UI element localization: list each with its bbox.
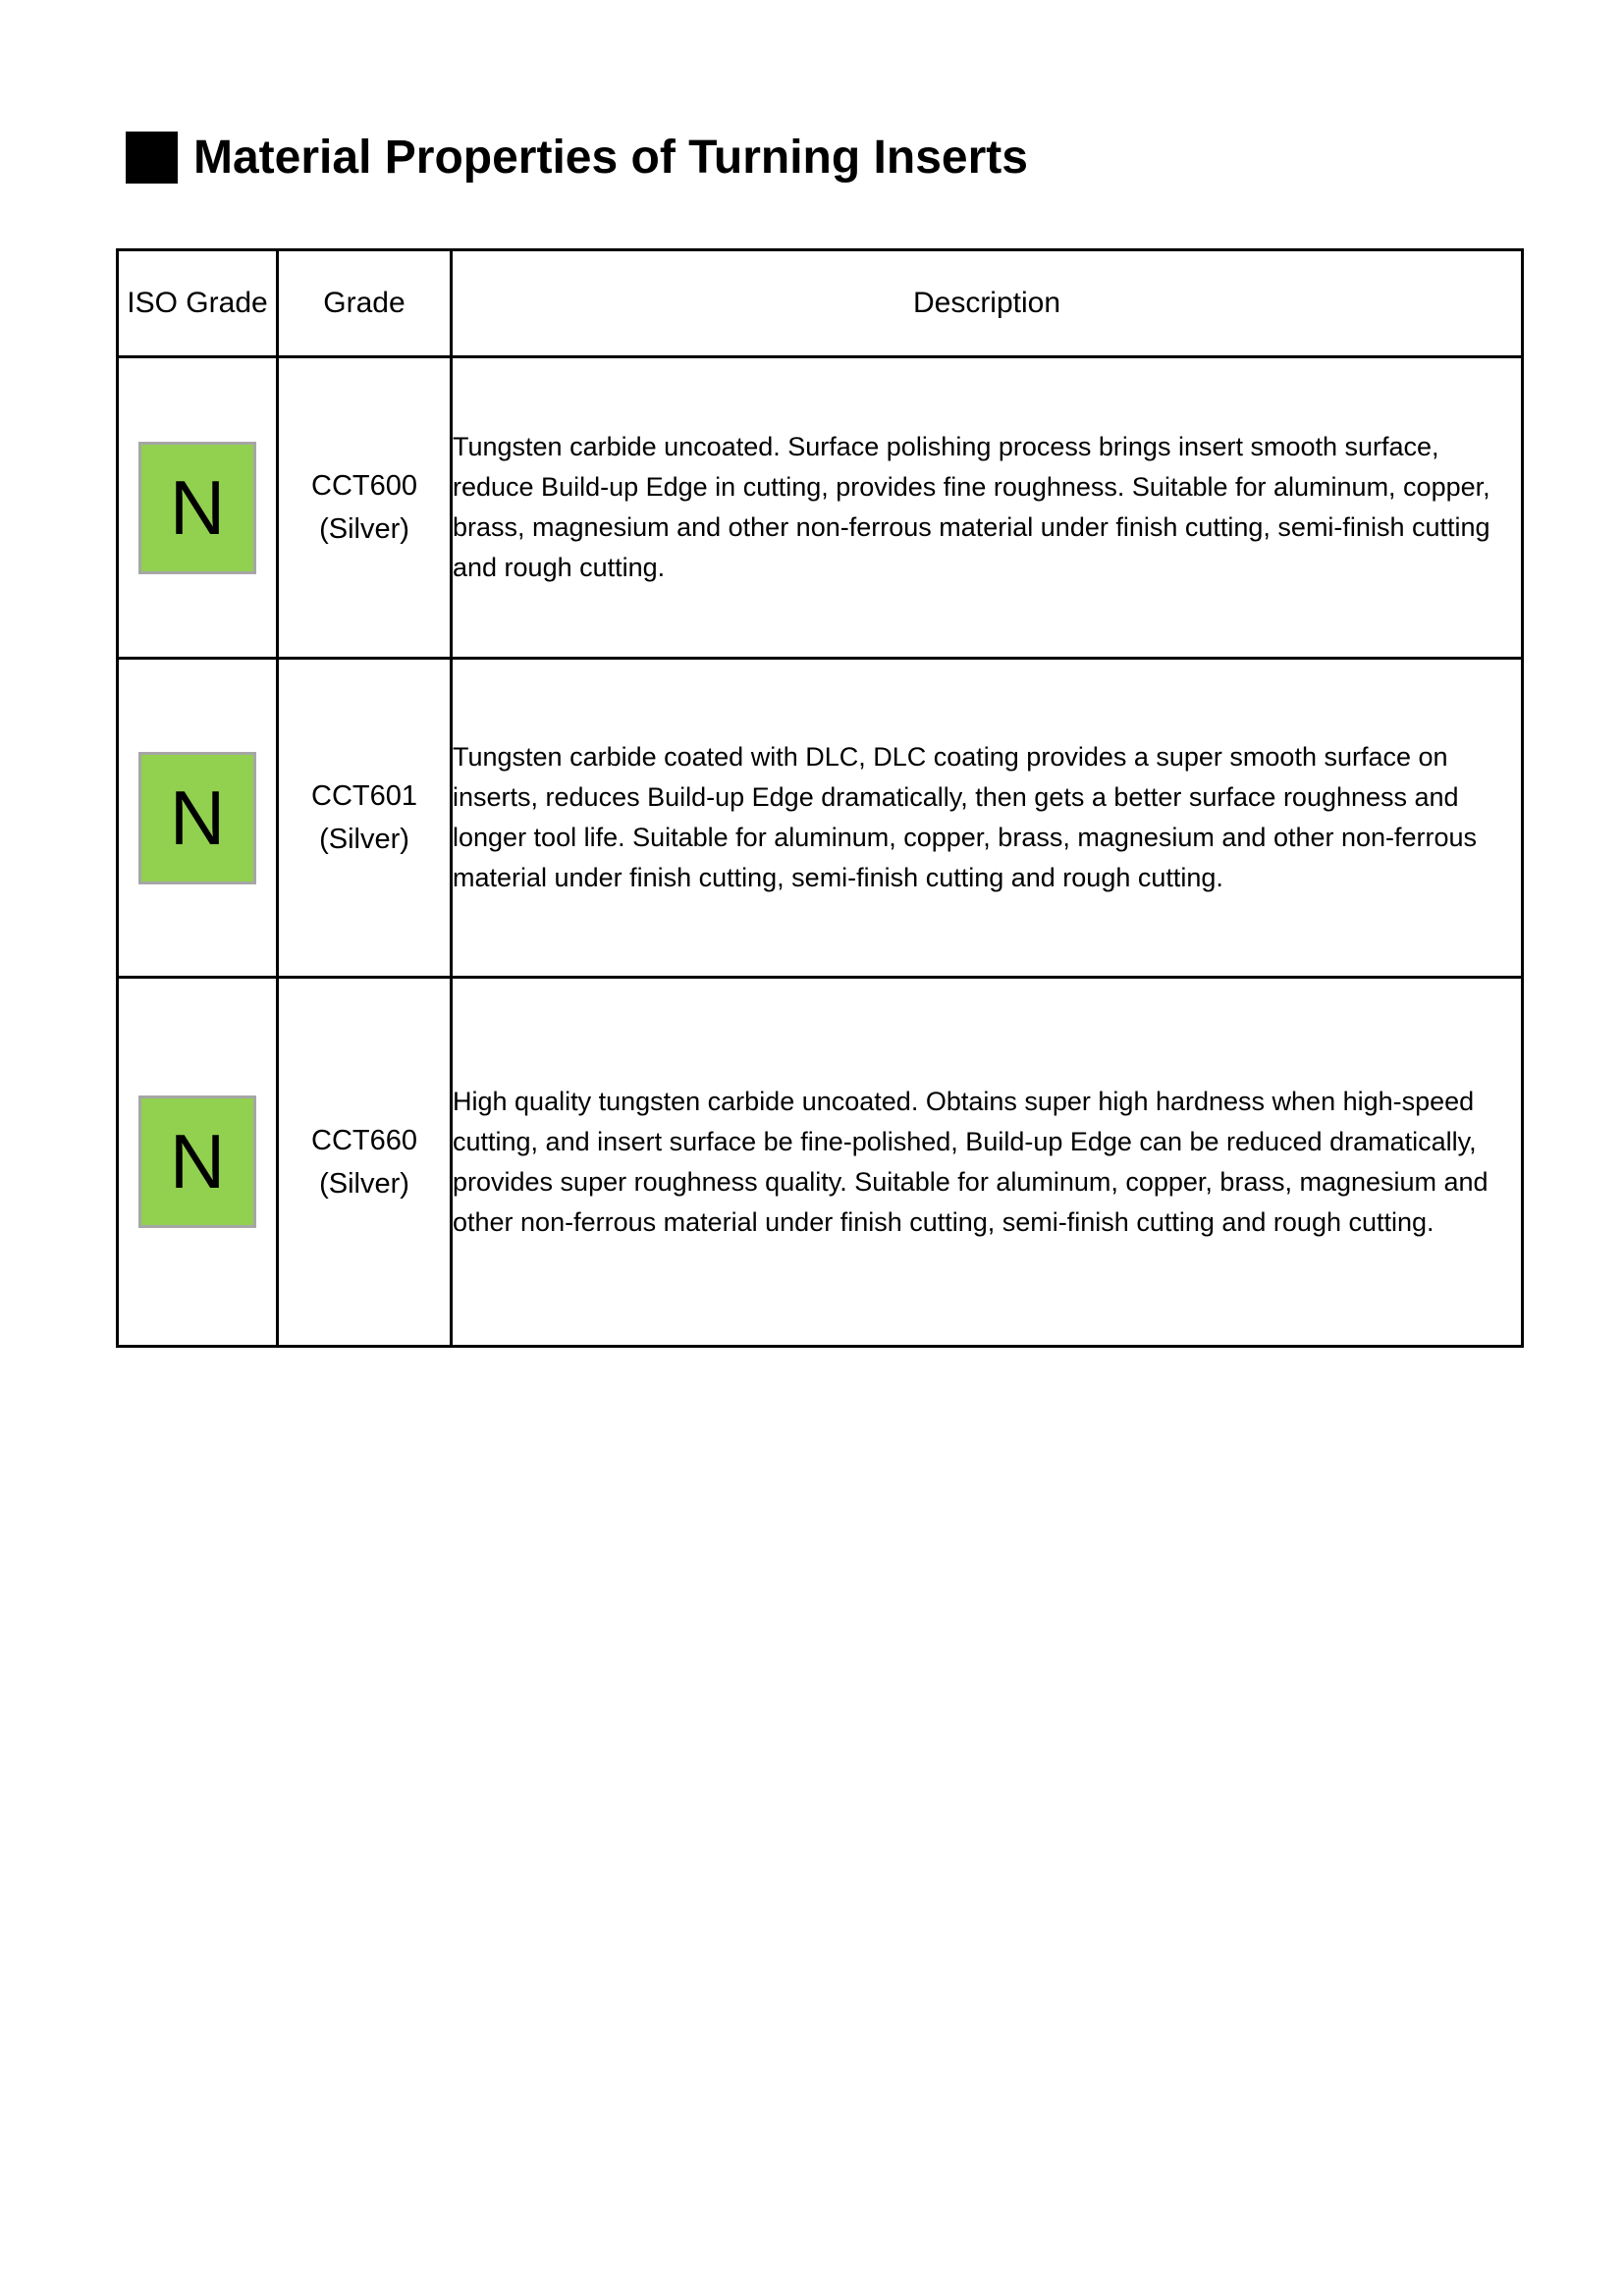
grade-code: CCT601 (311, 780, 417, 812)
grade-color: (Silver) (319, 513, 409, 545)
header-iso-grade: ISO Grade (118, 250, 278, 357)
header-grade: Grade (278, 250, 452, 357)
description-cell: High quality tungsten carbide uncoated. Obtains super high hardness when high-speed cutting, and insert surface be fine-polished, Build-up Edge can be reduced dramatically, provides super roughness quality. Suitable for aluminum, copper, brass, magnesium and other non-ferrous material under finish cutting, semi-finish cutting and rough cutting. (452, 978, 1523, 1347)
grade-code: CCT600 (311, 470, 417, 502)
description-cell: Tungsten carbide uncoated. Surface polishing process brings insert smooth surface, reduce Build-up Edge in cutting, provides fine roughness. Suitable for aluminum, copper, brass, magnesium and other non-ferrous material under finish cutting, semi-finish cutting and rough cutting. (452, 357, 1523, 659)
header-description: Description (452, 250, 1523, 357)
table-row (118, 659, 1523, 978)
material-properties-table (116, 248, 1524, 1348)
grade-cell (278, 659, 452, 978)
table-row (118, 978, 1523, 1347)
page-title (126, 128, 1028, 187)
iso-n-badge: N (138, 1095, 256, 1228)
iso-n-badge: N (138, 442, 256, 574)
grade-cell (278, 357, 452, 659)
iso-grade-cell (118, 357, 278, 659)
grade-color: (Silver) (319, 824, 409, 855)
iso-grade-cell (118, 978, 278, 1347)
title-square-icon (126, 132, 178, 184)
table-row (118, 357, 1523, 659)
grade-color: (Silver) (319, 1167, 409, 1200)
table-header-row (118, 250, 1523, 357)
grade-code: CCT660 (311, 1124, 417, 1156)
description-cell: Tungsten carbide coated with DLC, DLC coating provides a super smooth surface on inserts, reduces Build-up Edge dramatically, then gets a better surface roughness and longer tool life. Suitable for aluminum, copper, brass, magnesium and other non-ferrous material under finish cutting, semi-finish cutting and rough cutting. (452, 659, 1523, 978)
title-text: Material Properties of Turning Inserts (193, 131, 1028, 184)
iso-grade-cell (118, 659, 278, 978)
iso-n-badge: N (138, 752, 256, 884)
grade-cell (278, 978, 452, 1347)
